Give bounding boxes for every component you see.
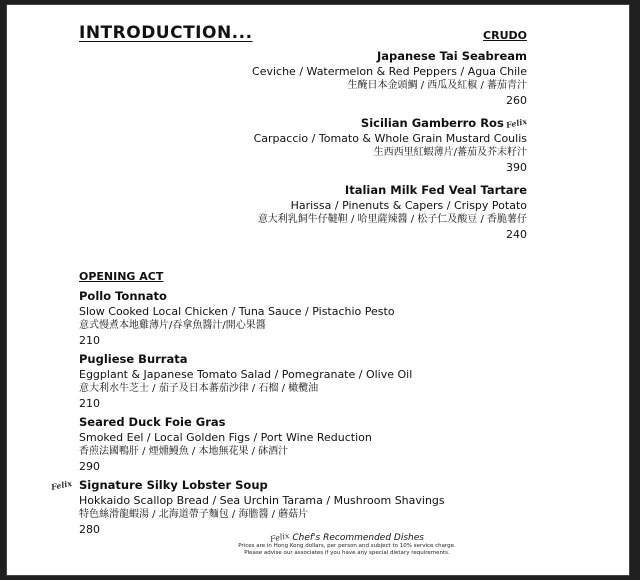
dish-description: Carpaccio / Tomato & Whole Grain Mustard Coulis	[253, 132, 527, 145]
dish-name: Pugliese Burrata	[79, 352, 188, 366]
dish-chinese-description: 意式慢煮本地雞薄片/吞拿魚醬汁/開心果醬	[79, 320, 266, 331]
dish-description: Hokkaido Scallop Bread / Sea Urchin Tarama / Mushroom Shavings	[79, 494, 445, 507]
price-note: Prices are in Hong Kong dollars, per person and subject to 10% service charge.	[238, 543, 456, 549]
chef-signature-icon: Felix	[504, 115, 528, 131]
dietary-note: Please advise our associates if you have any special dietary requirements.	[244, 550, 450, 556]
dish-description: Slow Cooked Local Chicken / Tuna Sauce / Pistachio Pesto	[79, 305, 395, 318]
dish-chinese-description: 特色絲滑龍蝦湯 / 北海道帶子麵包 / 海膽醬 / 蘑菇片	[79, 509, 309, 520]
dish-chinese-description: 香煎法國鴨肝 / 煙燻鰻魚 / 本地無花果 / 砵酒汁	[79, 446, 289, 457]
menu-item	[79, 415, 479, 474]
dish-price: 280	[79, 523, 100, 536]
dish-description: Ceviche / Watermelon & Red Peppers / Agua Chile	[252, 65, 527, 78]
dish-name-row	[187, 116, 527, 131]
menu-page	[6, 4, 630, 576]
dish-chinese-description: 意大利乳飼牛仔韃靼 / 哈里薩辣醬 / 松子仁及酸豆 / 香脆薯仔	[257, 214, 527, 225]
dish-name-row	[50, 477, 479, 493]
dish-price: 240	[506, 228, 527, 241]
menu-footer	[197, 533, 497, 557]
dish-chinese-description: 生醃日本金頭鯛 / 西瓜及紅椒 / 蕃茄青汁	[347, 80, 527, 91]
dish-name: Sicilian Gamberro Ros	[360, 116, 504, 130]
dish-description: Smoked Eel / Local Golden Figs / Port Wine Reduction	[79, 431, 372, 444]
dish-name: Seared Duck Foie Gras	[79, 415, 226, 429]
dish-name: Signature Silky Lobster Soup	[79, 478, 268, 492]
crudo-section	[187, 49, 527, 250]
opening-act-heading: OPENING ACT	[79, 270, 164, 283]
dish-chinese-description: 意大利水牛芝士 / 茄子及日本蕃茄沙律 / 石榴 / 橄欖油	[79, 383, 319, 394]
dish-description: Harissa / Pinenuts & Capers / Crispy Potato	[290, 199, 527, 212]
menu-item	[50, 477, 479, 537]
dish-name: Italian Milk Fed Veal Tartare	[344, 183, 527, 197]
legend-text: Chef's Recommended Dishes	[292, 533, 424, 543]
dish-price: 290	[79, 460, 100, 473]
dish-price: 260	[506, 94, 527, 107]
menu-item	[187, 116, 527, 175]
dish-name: Japanese Tai Seabream	[376, 49, 527, 63]
opening-act-section	[50, 289, 479, 541]
dish-description: Eggplant & Japanese Tomato Salad / Pomegranate / Olive Oil	[79, 368, 413, 381]
page-title: INTRODUCTION...	[79, 23, 253, 43]
dish-price: 210	[79, 334, 100, 347]
chef-signature-icon: Felix	[50, 477, 73, 493]
dish-chinese-description: 生西西里紅蝦薄片/蕃茄及芥末籽汁	[373, 147, 527, 158]
menu-item	[79, 352, 479, 411]
menu-item	[187, 49, 527, 108]
dish-price: 390	[506, 161, 527, 174]
dish-name: Pollo Tonnato	[79, 289, 167, 303]
menu-item	[187, 183, 527, 242]
dish-price: 210	[79, 397, 100, 410]
menu-item	[79, 289, 479, 348]
chef-recommended-legend	[197, 533, 497, 543]
chef-signature-icon: Felix	[269, 531, 291, 544]
crudo-heading: CRUDO	[483, 29, 527, 42]
